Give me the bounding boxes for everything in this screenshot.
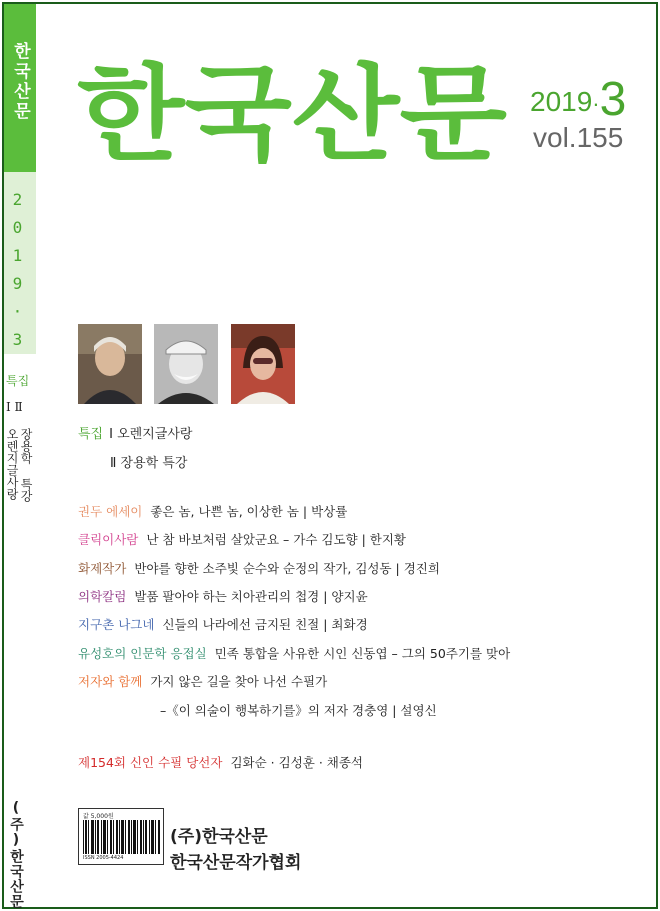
masthead-title-text: 한국산문 — [77, 53, 507, 164]
article-continuation: –《이 의술이 행복하기를》의 저자 경충영 | 설영신 — [160, 703, 437, 718]
article-title: 신들의 나라에선 금지된 친절 | 최화경 — [162, 617, 368, 632]
article-title: 발품 팔아야 하는 치아관리의 첩경 | 양지윤 — [134, 589, 368, 604]
winners-names: 김화순 · 김성훈 · 채종석 — [230, 755, 363, 770]
article-category: 유성호의 인문학 응접실 — [78, 646, 207, 661]
price: 값 5,000원 — [83, 813, 114, 820]
article-row — [78, 615, 368, 633]
article-category: 클릭이사람 — [78, 532, 139, 547]
article-title: 난 참 바보처럼 살았군요 – 가수 김도향 | 한지황 — [146, 532, 406, 547]
volume-number: vol.155 — [533, 122, 624, 153]
spine-title: 한국산문 — [10, 42, 30, 122]
barcode-box — [78, 808, 164, 865]
article-row — [78, 559, 440, 577]
feature-line-1 — [78, 423, 192, 442]
article-category: 저자와 함께 — [78, 674, 143, 689]
article-row — [78, 672, 327, 690]
article-category: 화제작가 — [78, 561, 127, 576]
article-title: 가지 않은 길을 찾아 나선 수필가 — [150, 674, 328, 689]
issn: ISSN 2005-4424 — [83, 855, 124, 861]
author-photo-2 — [154, 324, 218, 404]
issue-year: 2019 — [530, 86, 593, 117]
article-row — [78, 587, 368, 605]
issue-date — [530, 68, 627, 126]
article-title: 좋은 놈, 나쁜 놈, 이상한 놈 | 박상률 — [150, 504, 348, 519]
article-row — [78, 530, 406, 548]
spine-feature-numerals: Ⅰ Ⅱ — [6, 400, 23, 414]
feature-label: 특집 — [78, 427, 104, 442]
winners-label: 제154회 신인 수필 당선자 — [78, 755, 223, 770]
article-row — [78, 502, 347, 520]
feature-item-2: Ⅱ 장용학 특강 — [110, 456, 188, 471]
masthead-title — [72, 52, 512, 164]
barcode-bars — [83, 820, 161, 854]
author-photo-1 — [78, 324, 142, 404]
article-title: 민족 통합을 사유한 시인 신동엽 – 그의 50주기를 맞아 — [214, 646, 511, 661]
article-row — [78, 644, 510, 662]
publisher-name: (주)한국산문 — [170, 827, 268, 847]
article-category: 의학칼럼 — [78, 589, 127, 604]
issue-month: 3 — [599, 73, 627, 126]
spine-feature-2: 장용학 특강 — [19, 428, 33, 502]
article-category: 지구촌 나그네 — [78, 617, 155, 632]
spine-year: 2019·3 — [8, 190, 27, 358]
feature-item-1: Ⅰ 오렌지글사랑 — [109, 427, 193, 442]
winners-row — [78, 753, 363, 771]
spine-feature-1: 오렌지글사랑 — [5, 428, 19, 500]
article-title: 반야를 향한 소주빛 순수와 순정의 작가, 김성동 | 경진희 — [134, 561, 440, 576]
spine-feature-label: 특집 — [6, 374, 30, 388]
issue-dot: · — [592, 91, 600, 116]
article-category: 권두 에세이 — [78, 504, 143, 519]
author-photo-3 — [231, 324, 295, 404]
publisher-association: 한국산문작가협회 — [170, 853, 302, 873]
spine-publisher: (주)한국산문 — [8, 800, 24, 909]
